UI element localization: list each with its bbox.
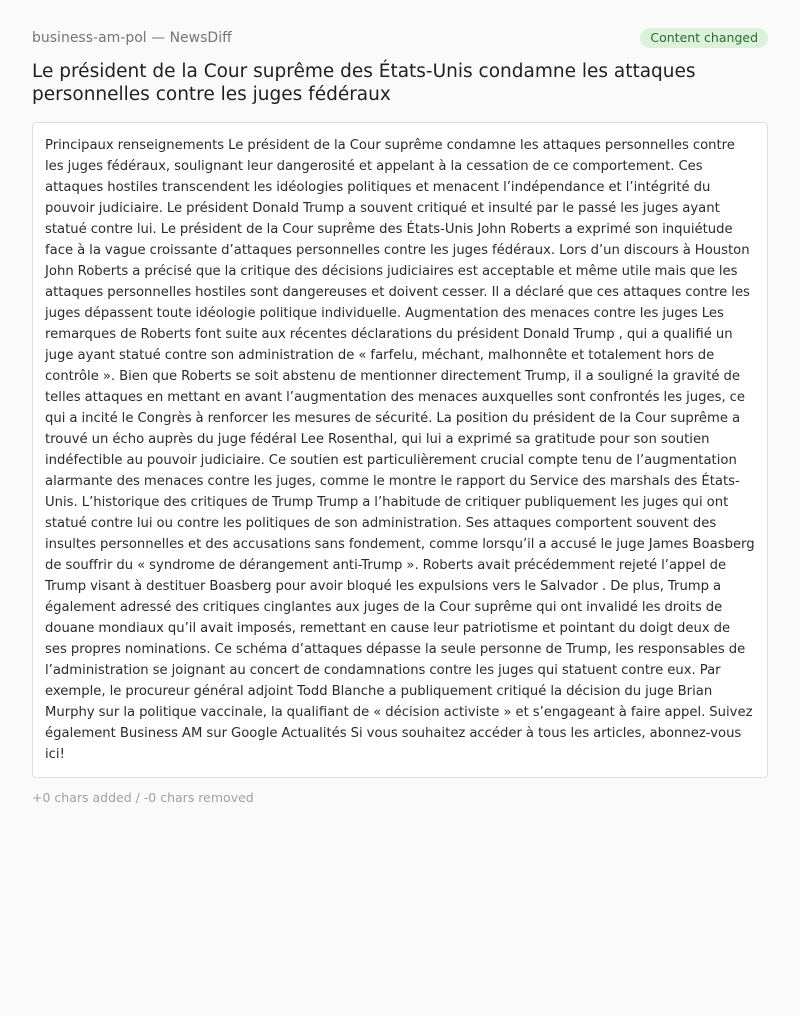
- status-badge: Content changed: [640, 28, 768, 48]
- source-label: business-am-pol — NewsDiff: [32, 30, 232, 46]
- diff-stats: +0 chars added / -0 chars removed: [32, 790, 254, 805]
- article-body-panel: [32, 122, 768, 778]
- header: [32, 28, 768, 48]
- article-body-text: Principaux renseignements Le président de la Cour suprême condamne les attaques personnelles contre les juges fédéraux, soulignant leur dangerosité et appelant à la cessation de ce comportement. Ces attaques hostiles transcendent les idéologies politiques et menacent l’indépendance et l’intégrité du pouvoir judiciaire. Le président Donald Trump a souvent critiqué et insulté par le passé les juges ayant statué contre lui. Le président de la Cour suprême des États-Unis John Roberts a exprimé son inquiétude face à la vague croissante d’attaques personnelles contre les juges fédéraux. Lors d’un discours à Houston John Roberts a précisé que la critique des décisions judiciaires est acceptable et même utile mais que les attaques personnelles hostiles sont dangereuses et doivent cesser. Il a déclaré que ces attaques contre les juges dépassent toute idéologie politique individuelle. Augmentation des menaces contre les juges Les remarques de Roberts font suite aux récentes déclarations du président Donald Trump , qui a qualifié un juge ayant statué contre son administration de « farfelu, méchant, malhonnête et totalement hors de contrôle ». Bien que Roberts se soit abstenu de mentionner directement Trump, il a souligné la gravité de telles attaques en mettant en avant l’augmentation des menaces auxquelles sont confrontés les juges, ce qui a incité le Congrès à renforcer les mesures de sécurité. La position du président de la Cour suprême a trouvé un écho auprès du juge fédéral Lee Rosenthal, qui lui a exprimé sa gratitude pour son soutien indéfectible au pouvoir judiciaire. Ce soutien est particulièrement crucial compte tenu de l’augmentation alarmante des menaces contre les juges, comme le montre le rapport du Service des marshals des États-Unis. L’historique des critiques de Trump Trump a l’habitude de critiquer publiquement les juges qui ont statué contre lui ou contre les politiques de son administration. Ses attaques comportent souvent des insultes personnelles et des accusations sans fondement, comme lorsqu’il a accusé le juge James Boasberg de souffrir du « syndrome de dérangement anti-Trump ». Roberts avait précédemment rejeté l’appel de Trump visant à destituer Boasberg pour avoir bloqué les expulsions vers le Salvador . De plus, Trump a également adressé des critiques cinglantes aux juges de la Cour suprême qui ont invalidé les droits de douane mondiaux qu’il avait imposés, remettant en cause leur patriotisme et pointant du doigt deux de ses propres nominations. Ce schéma d’attaques dépasse la seule personne de Trump, les responsables de l’administration se joignant au concert de condamnations contre les juges qui statuent contre eux. Par exemple, le procureur général adjoint Todd Blanche a publiquement critiqué la décision du juge Brian Murphy sur la politique vaccinale, la qualifiant de « décision activiste » et s’engageant à faire appel. Suivez également Business AM sur Google Actualités Si vous souhaitez accéder à tous les articles, abonnez-vous ici!: [45, 138, 755, 762]
- article-title: Le président de la Cour suprême des États-Unis condamne les attaques personnelles contre les juges fédéraux: [32, 61, 696, 105]
